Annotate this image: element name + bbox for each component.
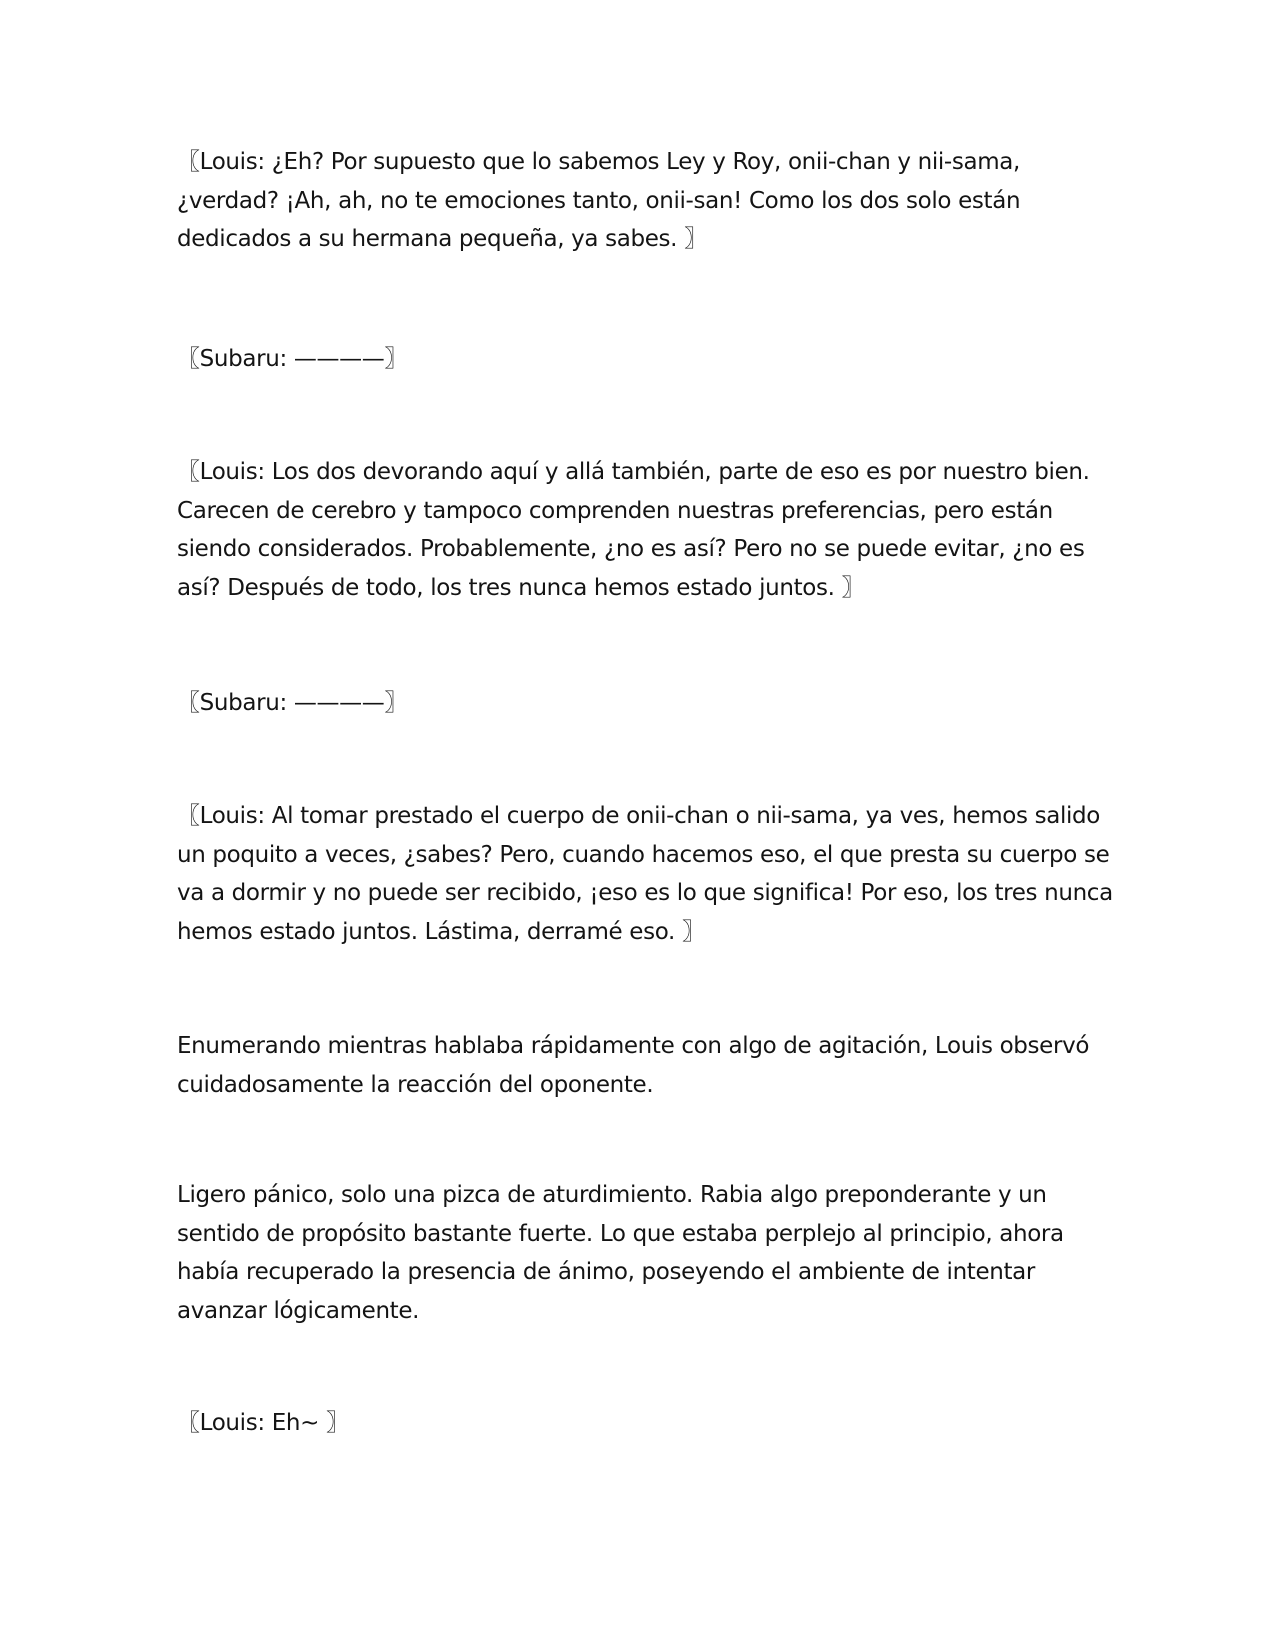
dialogue-subaru-2: 〖Subaru: ————〗 [177,690,408,716]
dialogue-louis-4: 〖Louis: Eh~ 〗 [177,1410,349,1436]
dialogue-louis-2: 〖Louis: Los dos devorando aquí y allá también, parte de eso es por nuestro bien. Carecen de cerebro y tampoco comprenden nuestras preferencias, pero están siendo considerados. Probablemente, ¿no es así? Pero no se puede evitar, ¿no es así? Después de todo, los tres nunca hemos estado juntos. 〗 [177,459,1090,601]
narration-paragraph-1: Enumerando mientras hablaba rápidamente con algo de agitación, Louis observó cuidadosamente la reacción del oponente. [177,1033,1090,1098]
dialogue-subaru-1: 〖Subaru: ————〗 [177,346,408,372]
narration-paragraph-2: Ligero pánico, solo una pizca de aturdimiento. Rabia algo preponderante y un sentido de propósito bastante fuerte. Lo que estaba perplejo al principio, ahora había recuperado la presencia de ánimo, poseyendo el ambiente de intentar avanzar lógicamente. [177,1182,1064,1324]
dialogue-louis-1: 〖Louis: ¿Eh? Por supuesto que lo sabemos Ley y Roy, onii-chan y nii-sama, ¿verdad? ¡Ah, ah, no te emociones tanto, onii-san! Como los dos solo están dedicados a su hermana pequeña, ya sabes. 〗 [177,149,1021,252]
dialogue-louis-3: 〖Louis: Al tomar prestado el cuerpo de onii-chan o nii-sama, ya ves, hemos salido un poquito a veces, ¿sabes? Pero, cuando hacemos eso, el que presta su cuerpo se va a dormir y no puede ser recibido, ¡eso es lo que significa! Por eso, los tres nunca hemos estado juntos. Lástima, derramé eso. 〗 [177,803,1113,945]
